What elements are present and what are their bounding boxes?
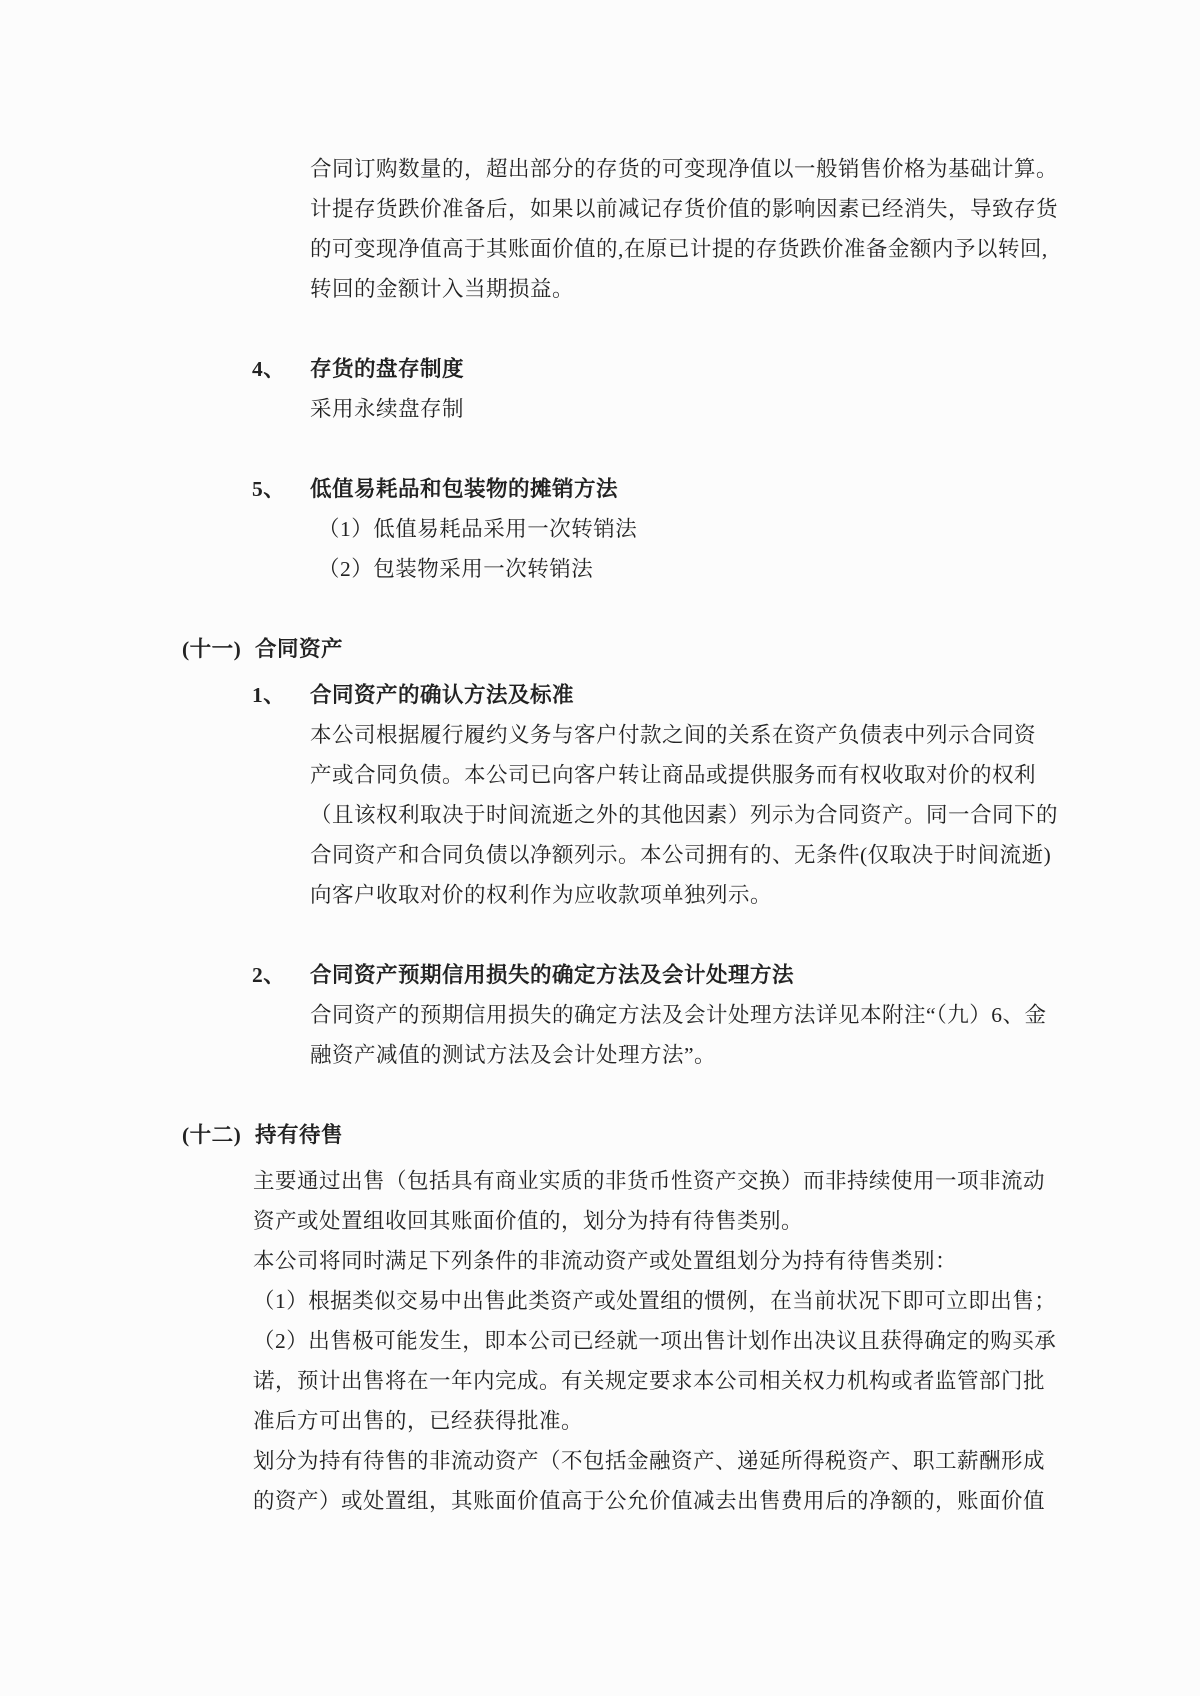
list-item-number: 1、 [252, 683, 286, 707]
paragraph-line: 融资产减值的测试方法及会计处理方法”。 [310, 1043, 717, 1067]
paragraph-line: 合同资产和合同负债以净额列示。本公司拥有的、无条件(仅取决于时间流逝) [310, 843, 1052, 867]
list-item-4-heading [0, 349, 1200, 389]
list-item-title: 合同资产的确认方法及标准 [310, 683, 575, 707]
paragraph-line: 计提存货跌价准备后，如果以前减记存货价值的影响因素已经消失，导致存货 [310, 197, 1059, 221]
paragraph-line: 划分为持有待售的非流动资产（不包括金融资产、递延所得税资产、职工薪酬形成 [253, 1449, 1046, 1473]
section-label: (十一) [182, 637, 242, 661]
paragraph-line: 主要通过出售（包括具有商业实质的非货币性资产交换）而非持续使用一项非流动 [253, 1169, 1046, 1193]
paragraph-line: 合同订购数量的，超出部分的存货的可变现净值以一般销售价格为基础计算。 [310, 157, 1059, 181]
paragraph-line: 本公司将同时满足下列条件的非流动资产或处置组划分为持有待售类别： [253, 1249, 958, 1273]
paragraph-line: （1）根据类似交易中出售此类资产或处置组的惯例，在当前状况下即可立即出售； [253, 1289, 1057, 1313]
paragraph-line: 准后方可出售的，已经获得批准。 [253, 1409, 584, 1433]
list-item-2-heading [0, 955, 1200, 995]
paragraph-line: 采用永续盘存制 [310, 397, 465, 421]
list-item-1-heading [0, 675, 1200, 715]
list-item-5-heading [0, 469, 1200, 509]
section-12-heading [0, 1115, 1200, 1155]
paragraph-line: （2）出售极可能发生，即本公司已经就一项出售计划作出决议且获得确定的购买承 [253, 1329, 1057, 1353]
paragraph-line: 转回的金额计入当期损益。 [310, 277, 575, 301]
paragraph-line: 的可变现净值高于其账面价值的,在原已计提的存货跌价准备金额内予以转回, [310, 237, 1048, 261]
section-title: 合同资产 [255, 637, 344, 661]
paragraph-line: 本公司根据履行履约义务与客户付款之间的关系在资产负债表中列示合同资 [310, 723, 1037, 747]
section-label: (十二) [182, 1123, 242, 1147]
list-item-title: 低值易耗品和包装物的摊销方法 [310, 477, 619, 501]
paragraph-line: 资产或处置组收回其账面价值的，划分为持有待售类别。 [253, 1209, 804, 1233]
paragraph-line: 合同资产的预期信用损失的确定方法及会计处理方法详见本附注“（九）6、金 [310, 1003, 1047, 1027]
paragraph-line: （且该权利取决于时间流逝之外的其他因素）列示为合同资产。同一合同下的 [310, 803, 1059, 827]
paragraph-line: 向客户收取对价的权利作为应收款项单独列示。 [310, 883, 773, 907]
list-item-number: 2、 [252, 963, 286, 987]
list-item-number: 5、 [252, 477, 286, 501]
sub-item-line: （2）包装物采用一次转销法 [318, 557, 594, 581]
list-item-title: 存货的盘存制度 [310, 357, 465, 381]
sub-item-line: （1）低值易耗品采用一次转销法 [318, 517, 638, 541]
list-item-number: 4、 [252, 357, 286, 381]
section-11-heading [0, 629, 1200, 669]
list-item-title: 合同资产预期信用损失的确定方法及会计处理方法 [310, 963, 795, 987]
paragraph-line: 的资产）或处置组，其账面价值高于公允价值减去出售费用后的净额的，账面价值 [253, 1489, 1046, 1513]
paragraph-line: 产或合同负债。本公司已向客户转让商品或提供服务而有权收取对价的权利 [310, 763, 1037, 787]
section-title: 持有待售 [255, 1123, 344, 1147]
paragraph-line: 诺，预计出售将在一年内完成。有关规定要求本公司相关权力机构或者监管部门批 [253, 1369, 1046, 1393]
